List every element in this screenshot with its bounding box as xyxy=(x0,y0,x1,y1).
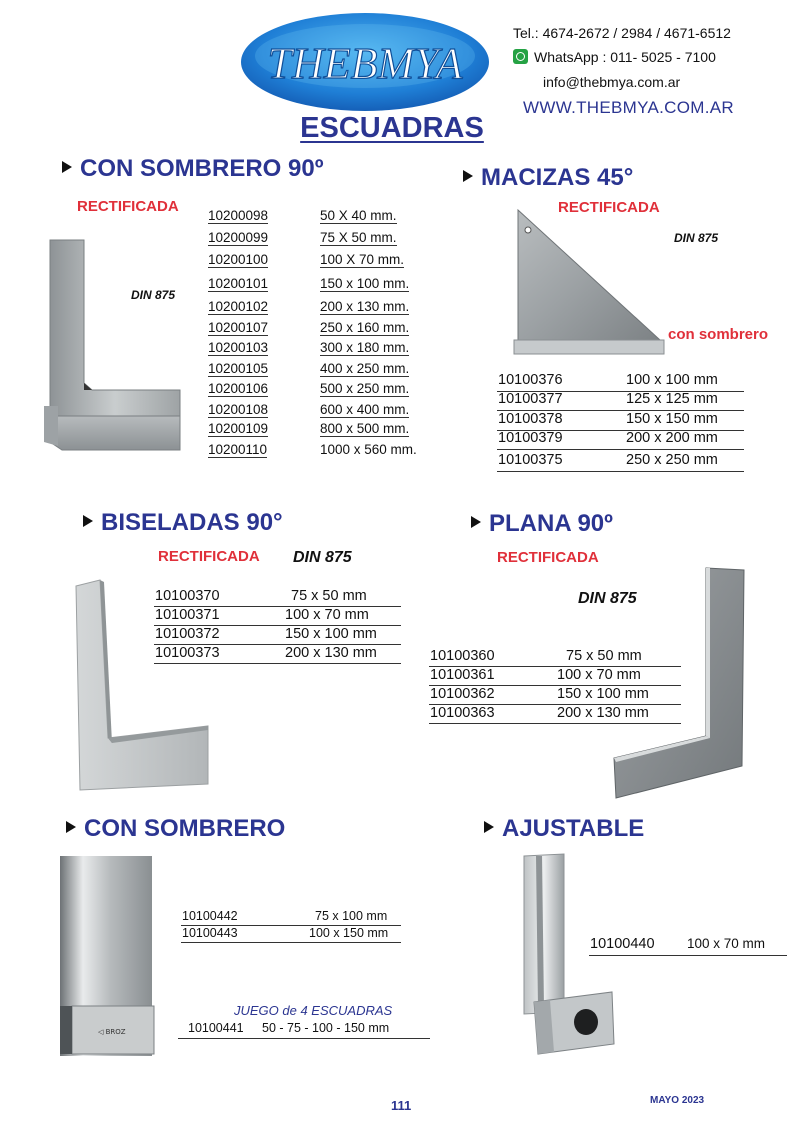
set-row xyxy=(178,1021,430,1039)
product-code: 10100375 xyxy=(498,452,563,468)
din-label: DIN 875 xyxy=(674,231,719,245)
product-code: 10100361 xyxy=(430,667,495,683)
product-size: 200 x 130 mm xyxy=(285,645,377,661)
table-row xyxy=(208,208,433,228)
product-code: 10100362 xyxy=(430,686,495,702)
product-size: 75 x 100 mm xyxy=(315,909,388,923)
product-code: 10200108 xyxy=(208,402,269,417)
product-size: 50 X 40 mm. xyxy=(320,208,397,223)
product-code: 10100379 xyxy=(498,430,563,446)
product-code: 10100377 xyxy=(498,391,563,407)
contact-email[interactable]: info@thebmya.com.ar xyxy=(543,74,681,90)
whatsapp-number: WhatsApp : 011- 5025 - 7100 xyxy=(534,49,716,65)
section-title-ajustable: AJUSTABLE xyxy=(484,815,644,843)
table-row xyxy=(208,276,433,296)
table-row xyxy=(497,452,744,472)
product-code: 10200102 xyxy=(208,299,269,314)
product-size: 100 x 70 mm xyxy=(687,936,766,951)
table-row xyxy=(208,381,433,401)
thebmya-logo xyxy=(240,12,490,112)
product-code: 10100371 xyxy=(155,607,220,623)
square-con-sombrero-image xyxy=(58,856,158,1056)
table-row xyxy=(154,645,401,664)
rectificada-label: RECTIFICADA xyxy=(158,548,260,565)
din-label: DIN 875 xyxy=(131,288,176,302)
table-row xyxy=(497,372,744,392)
product-size: 400 x 250 mm. xyxy=(320,361,410,376)
footer-date: MAYO 2023 xyxy=(650,1095,705,1106)
product-size: 800 x 500 mm. xyxy=(320,421,410,436)
section-title-con-sombrero-90: CON SOMBRERO 90º xyxy=(62,155,323,183)
section-title-plana-90: PLANA 90º xyxy=(471,510,613,538)
section-title-biseladas-90: BISELADAS 90° xyxy=(83,509,283,537)
product-size: 75 X 50 mm. xyxy=(320,230,397,245)
product-size: 150 x 100 mm xyxy=(557,686,649,702)
product-size: 600 x 400 mm. xyxy=(320,402,410,417)
table-row xyxy=(208,421,433,441)
product-code: 10200107 xyxy=(208,320,269,335)
product-size: 300 x 180 mm. xyxy=(320,340,410,355)
table-row xyxy=(208,320,433,340)
page-number: 111 xyxy=(391,1098,412,1113)
product-code: 10200101 xyxy=(208,276,269,291)
product-code: 10200098 xyxy=(208,208,269,223)
product-size: 250 x 250 mm xyxy=(626,452,718,468)
product-code: 10100360 xyxy=(430,648,495,664)
set-title: JUEGO de 4 ESCUADRAS xyxy=(234,1003,393,1018)
product-size: 100 x 70 mm xyxy=(557,667,641,683)
product-size: 1000 x 560 mm. xyxy=(320,442,417,457)
bullet-triangle-icon xyxy=(463,170,473,182)
product-code: 10200105 xyxy=(208,361,269,376)
table-row xyxy=(208,299,433,319)
table-row xyxy=(208,361,433,381)
section-title-con-sombrero: CON SOMBRERO xyxy=(66,815,285,843)
table-row xyxy=(429,667,681,686)
website-link[interactable]: WWW.THEBMYA.COM.AR xyxy=(523,98,734,117)
product-size: 250 x 160 mm. xyxy=(320,320,410,335)
product-size: 150 x 100 mm. xyxy=(320,276,410,291)
product-code: 10100373 xyxy=(155,645,220,661)
contact-phone: Tel.: 4674-2672 / 2984 / 4671-6512 xyxy=(513,25,731,41)
square-macizas-45-image xyxy=(510,208,670,358)
product-size: 125 x 125 mm xyxy=(626,391,718,407)
contact-whatsapp[interactable] xyxy=(513,49,716,65)
table-row xyxy=(497,391,744,411)
table-row xyxy=(429,648,681,667)
product-size: 150 x 100 mm xyxy=(285,626,377,642)
table-row xyxy=(497,411,744,431)
bullet-triangle-icon xyxy=(484,821,494,833)
table-row xyxy=(181,926,401,943)
table-row xyxy=(208,230,433,250)
product-size: 50 - 75 - 100 - 150 mm xyxy=(262,1021,390,1035)
table-row xyxy=(589,936,787,956)
product-code: 10200106 xyxy=(208,381,269,396)
table-row xyxy=(154,588,401,607)
product-code: 10100363 xyxy=(430,705,495,721)
product-code: 10100378 xyxy=(498,411,563,427)
section-title-macizas-45: MACIZAS 45° xyxy=(463,164,633,192)
product-code: 10200110 xyxy=(208,442,268,457)
product-size: 500 x 250 mm. xyxy=(320,381,410,396)
table-row xyxy=(181,909,401,926)
product-size: 100 x 70 mm xyxy=(285,607,369,623)
table-row xyxy=(497,430,744,450)
table-row xyxy=(208,442,438,462)
product-code: 10100443 xyxy=(182,926,238,940)
con-sombrero-note: con sombrero xyxy=(668,326,769,343)
product-size: 200 x 130 mm xyxy=(557,705,649,721)
table-row xyxy=(208,402,433,422)
rectificada-label: RECTIFICADA xyxy=(77,198,179,215)
page-title: ESCUADRAS xyxy=(300,112,484,144)
rectificada-label: RECTIFICADA xyxy=(558,199,660,216)
product-size: 150 x 150 mm xyxy=(626,411,718,427)
square-con-sombrero-90-image xyxy=(44,238,184,460)
din-label: DIN 875 xyxy=(578,590,637,607)
bullet-triangle-icon xyxy=(83,515,93,527)
product-code: 10100370 xyxy=(155,588,220,604)
product-code: 10200099 xyxy=(208,230,269,245)
product-size: 100 x 150 mm xyxy=(309,926,389,940)
table-row xyxy=(429,686,681,705)
whatsapp-icon xyxy=(513,49,528,64)
product-code: 10100372 xyxy=(155,626,220,642)
product-code: 10100442 xyxy=(182,909,238,923)
logo-text: THEBMYA xyxy=(267,39,463,88)
rectificada-label: RECTIFICADA xyxy=(497,549,599,566)
product-size: 75 x 50 mm xyxy=(291,588,367,604)
product-size: 100 x 100 mm xyxy=(626,372,718,388)
bullet-triangle-icon xyxy=(471,516,481,528)
product-code: 10200103 xyxy=(208,340,269,355)
product-code: 10200100 xyxy=(208,252,269,267)
table-row xyxy=(429,705,681,724)
product-code: 10100441 xyxy=(188,1021,244,1035)
product-code: 10100376 xyxy=(498,372,563,388)
product-code: 10100440 xyxy=(590,936,655,952)
din-label: DIN 875 xyxy=(293,549,352,566)
product-size: 200 x 130 mm. xyxy=(320,299,410,314)
table-row xyxy=(208,252,433,272)
table-row xyxy=(154,607,401,626)
product-code: 10200109 xyxy=(208,421,269,436)
bullet-triangle-icon xyxy=(66,821,76,833)
product-size: 100 X 70 mm. xyxy=(320,252,405,267)
product-size: 200 x 200 mm xyxy=(626,430,718,446)
svg-text:◁ BROZ: ◁ BROZ xyxy=(98,1028,126,1036)
table-row xyxy=(154,626,401,645)
table-row xyxy=(208,340,433,360)
bullet-triangle-icon xyxy=(62,161,72,173)
product-size: 75 x 50 mm xyxy=(566,648,642,664)
